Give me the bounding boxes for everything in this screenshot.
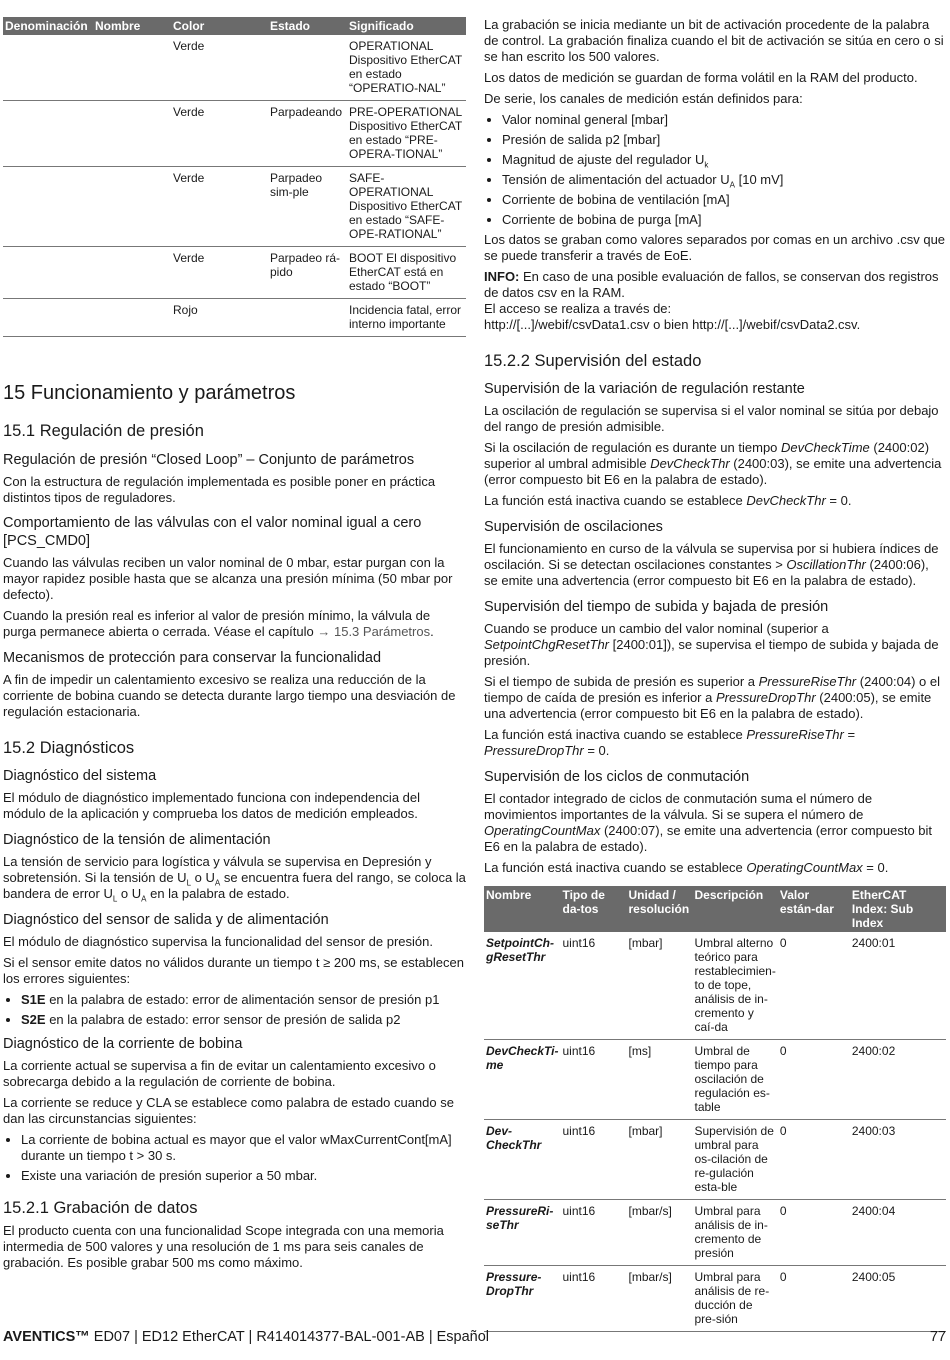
paragraph: Cuando la presión real es inferior al valor de presión mínimo, la válvula de purga permanece abierta o cerrada. Véase el capítulo → 15.3 Parámetros. xyxy=(3,608,434,639)
table-cell-def: 0 xyxy=(778,1120,850,1200)
paragraph: La grabación se inicia mediante un bit de activación procedente de la palabra de control. La grabación finaliza cuando el bit de activación se sitúa en cero o si se han escrito los 500 valores. xyxy=(484,17,944,64)
col-header: Tipo de da-tos xyxy=(560,886,626,932)
table-row xyxy=(3,101,466,167)
col-header: Significado xyxy=(347,17,466,35)
table-cell-unit: [ms] xyxy=(626,1040,692,1120)
paragraph: La corriente actual se supervisa a fin de evitar un calentamiento excesivo o sobrecarga debido a la regulación de corriente de bobina. xyxy=(3,1058,436,1089)
subheading-closed-loop: Regulación de presión “Closed Loop” – Conjunto de parámetros xyxy=(3,452,415,468)
paragraph: Los datos se graban como valores separados por comas en un archivo .csv que se puede transferir a través de EoE. xyxy=(484,232,946,263)
col-header: Nombre xyxy=(93,17,171,35)
col-header: Estado xyxy=(268,17,347,35)
subheading-zero-setpoint: Comportamiento de las válvulas con el valor nominal igual a cero [PCS_CMD0] xyxy=(3,515,422,549)
document-id: ED07 | ED12 EtherCAT | R414014377-BAL-001-AB | Español xyxy=(89,1329,490,1345)
list-item: • Existe una variación de presión superior a 50 mbar. xyxy=(21,1168,466,1184)
table-row xyxy=(484,932,946,1040)
table-cell-name: DevCheckTi-me xyxy=(484,1040,560,1120)
table-cell-color: Rojo xyxy=(171,299,268,337)
list-item: • Corriente de bobina de ventilación [mA] xyxy=(502,192,946,208)
table-cell-desc: Umbral alterno teórico para restablecimien-to de tope, análisis de in-cremento y caí-da xyxy=(692,932,777,1040)
page-number: 77 xyxy=(929,1329,946,1345)
section-heading-15-1: 15.1 Regulación de presión xyxy=(3,422,204,440)
table-cell-def: 0 xyxy=(778,1266,850,1332)
subheading-rise-time: Supervisión del tiempo de subida y bajada de presión xyxy=(484,599,829,615)
table-cell-desc: Supervisión de umbral para os-cilación de re-gulación esta-ble xyxy=(692,1120,777,1200)
table-cell-unit: [mbar] xyxy=(626,932,692,1040)
list-item: • Tensión de alimentación del actuador $U_A$ [10 mV] xyxy=(502,172,946,188)
table-cell-color: Verde xyxy=(171,101,268,167)
table-cell-state: Parpadeo rá-pido xyxy=(268,247,347,299)
paragraph: La función está inactiva cuando se establece PressureRiseThr = PressureDropThr = 0. xyxy=(484,727,856,758)
table-cell-name xyxy=(93,299,171,337)
table-cell-name: Pressure-DropThr xyxy=(484,1266,560,1332)
paragraph: La tensión de servicio para logística y válvula se supervisa en Depresión y sobretensión. Si la tensión de $U_L$ o $U_A$ se encuentra fuera del rango, se coloca la bandera de error $U_L$ o $U_A$ en la palabra de estado. xyxy=(3,854,466,904)
table-row xyxy=(484,1040,946,1120)
paragraph: La función está inactiva cuando se establece DevCheckThr = 0. xyxy=(484,493,852,508)
col-header: Descripción xyxy=(692,886,777,932)
table-row xyxy=(3,35,466,101)
table-cell-name xyxy=(93,247,171,299)
paragraph: A fin de impedir un calentamiento excesivo se realiza una reducción de la corriente de bobina cuando se detecta durante largo tiempo una desviación de regulación estacionaria. xyxy=(3,672,456,719)
paragraph: El módulo de diagnóstico implementado funciona con independencia del módulo de la aplicación y comprueba los datos de medición empleados. xyxy=(3,790,421,821)
paragraph: Con la estructura de regulación implementada es posible poner en práctica distintos tipos de reguladores. xyxy=(3,474,436,505)
chapter-link[interactable]: → 15.3 Parámetros xyxy=(317,624,431,639)
table-row xyxy=(484,1200,946,1266)
table-cell-state xyxy=(268,35,347,101)
paragraph: Si la oscilación de regulación es durante un tiempo DevCheckTime (2400:02) superior al umbral admisible DevCheckThr (2400:03), se emite una advertencia (error compuesto bit E6 en la palabra de estado). xyxy=(484,440,942,487)
table-cell-meaning: BOOT El dispositivo EtherCAT está en estado “BOOT” xyxy=(347,247,466,299)
table-cell-desc: Umbral de tiempo para oscilación de regulación es-table xyxy=(692,1040,777,1120)
table-cell-color: Verde xyxy=(171,167,268,247)
list-item: • Valor nominal general [mbar] xyxy=(502,112,946,128)
table-cell-def: 0 xyxy=(778,932,850,1040)
table-cell-unit: [mbar] xyxy=(626,1120,692,1200)
table-cell-def: 0 xyxy=(778,1200,850,1266)
left-column xyxy=(3,0,466,1271)
table-cell-den xyxy=(3,101,93,167)
col-header: Nombre xyxy=(484,886,560,932)
table-cell-desc: Umbral para análisis de re-ducción de pre-sión xyxy=(692,1266,777,1332)
subheading-cycles: Supervisión de los ciclos de conmutación xyxy=(484,769,750,785)
subheading-system-diag: Diagnóstico del sistema xyxy=(3,768,157,784)
right-column xyxy=(484,17,946,1332)
table-row xyxy=(484,1266,946,1332)
table-cell-type: uint16 xyxy=(560,1120,626,1200)
list-item: • S2E en la palabra de estado: error sensor de presión de salida p2 xyxy=(21,1012,466,1028)
paragraph: Los datos de medición se guardan de forma volátil en la RAM del producto. xyxy=(484,70,918,85)
table-cell-meaning: PRE-OPERATIONAL Dispositivo EtherCAT en estado “PRE-OPERA-TIONAL” xyxy=(347,101,466,167)
list-item: • La corriente de bobina actual es mayor que el valor wMaxCurrentCont[mA] durante un tiempo t > 30 s. xyxy=(21,1132,466,1164)
col-header: Valor están-dar xyxy=(778,886,850,932)
subheading-deviation: Supervisión de la variación de regulación restante xyxy=(484,381,805,397)
table-cell-color: Verde xyxy=(171,35,268,101)
table-cell-unit: [mbar/s] xyxy=(626,1200,692,1266)
table-cell-name xyxy=(93,167,171,247)
table-row xyxy=(3,299,466,337)
list-item: • Magnitud de ajuste del regulador $U_k$ xyxy=(502,152,946,168)
page-footer xyxy=(3,1328,946,1346)
table-cell-idx: 2400:01 xyxy=(850,932,946,1040)
table-cell-den xyxy=(3,299,93,337)
csv-urls: http://[...]/webif/csvData1.csv o bien http://[...]/webif/csvData2.csv. xyxy=(484,317,861,332)
paragraph: El producto cuenta con una funcionalidad Scope integrada con una memoria intermedia de 500 valores y una resolución de 1 ms para seis canales de grabación. Es posible grabar 500 ms como máximo. xyxy=(3,1223,444,1270)
table-row xyxy=(3,167,466,247)
sensor-error-list xyxy=(3,992,466,1028)
section-heading-15-2-1: 15.2.1 Grabación de datos xyxy=(3,1199,198,1217)
table-cell-state: Parpadeando xyxy=(268,101,347,167)
paragraph: El contador integrado de ciclos de conmutación suma el número de movimientos importantes de la válvula. Si se supera el número de OperatingCountMax (2400:07), se emite una advertencia (error compuesto bit E6 en la palabra de estado). xyxy=(484,791,933,854)
table-cell-name: PressureRi-seThr xyxy=(484,1200,560,1266)
table-cell-idx: 2400:04 xyxy=(850,1200,946,1266)
list-item: • Presión de salida p2 [mbar] xyxy=(502,132,946,148)
table-cell-color: Verde xyxy=(171,247,268,299)
table-cell-type: uint16 xyxy=(560,1200,626,1266)
paragraph: Si el tiempo de subida de presión es superior a PressureRiseThr (2400:04) o el tiempo de caída de presión es inferior a PressureDropThr (2400:05), se emite una advertencia (error compuesto bit E6 en la palabra de estado). xyxy=(484,674,940,721)
table-cell-idx: 2400:03 xyxy=(850,1120,946,1200)
col-header: EtherCAT Index: Sub Index xyxy=(850,886,946,932)
table-cell-name: Dev-CheckThr xyxy=(484,1120,560,1200)
list-item: • S1E en la palabra de estado: error de alimentación sensor de presión p1 xyxy=(21,992,466,1008)
section-heading-15-2: 15.2 Diagnósticos xyxy=(3,739,135,757)
parameter-table-header xyxy=(484,886,946,932)
table-cell-type: uint16 xyxy=(560,1266,626,1332)
table-row xyxy=(3,247,466,299)
channel-list xyxy=(484,112,946,228)
col-header: Denominación xyxy=(3,17,93,35)
list-item: • Corriente de bobina de purga [mA] xyxy=(502,212,946,228)
section-heading-15-2-2: 15.2.2 Supervisión del estado xyxy=(484,352,702,370)
brand-name: AVENTICS™ xyxy=(3,1329,90,1345)
table-cell-idx: 2400:02 xyxy=(850,1040,946,1120)
subheading-oscillation: Supervisión de oscilaciones xyxy=(484,519,663,535)
table-cell-den xyxy=(3,35,93,101)
paragraph: El funcionamiento en curso de la válvula se supervisa por si hubiera índices de oscilación. Si se detectan oscilaciones constantes > OscillationThr (2400:06), se emite una advertencia (error compuesto bit E6 en la palabra de estado). xyxy=(484,541,939,588)
table-cell-desc: Umbral para análisis de in-cremento de presión xyxy=(692,1200,777,1266)
subheading-coil-diag: Diagnóstico de la corriente de bobina xyxy=(3,1036,243,1052)
subheading-voltage-diag: Diagnóstico de la tensión de alimentación xyxy=(3,832,271,848)
subheading-sensor-diag: Diagnóstico del sensor de salida y de alimentación xyxy=(3,912,329,928)
table-row xyxy=(484,1120,946,1200)
section-heading-15: 15 Funcionamiento y parámetros xyxy=(3,382,296,404)
paragraph: La corriente se reduce y CLA se establece como palabra de estado cuando se dan las circunstancias siguientes: xyxy=(3,1095,454,1126)
paragraph: El acceso se realiza a través de: xyxy=(484,301,672,316)
table-cell-name xyxy=(93,35,171,101)
paragraph: De serie, los canales de medición están definidos para: xyxy=(484,91,803,106)
table-cell-unit: [mbar/s] xyxy=(626,1266,692,1332)
paragraph: Cuando las válvulas reciben un valor nominal de 0 mbar, estar purgan con la mayor rapidez posible hasta que se alcanza una presión mínima (50 mbar por defecto). xyxy=(3,555,453,602)
table-cell-type: uint16 xyxy=(560,932,626,1040)
table-cell-state xyxy=(268,299,347,337)
table-cell-type: uint16 xyxy=(560,1040,626,1120)
table-cell-meaning: Incidencia fatal, error interno importante xyxy=(347,299,466,337)
table-cell-state: Parpadeo sim-ple xyxy=(268,167,347,247)
table-cell-name: SetpointCh-gResetThr xyxy=(484,932,560,1040)
paragraph: La oscilación de regulación se supervisa si el valor nominal se sitúa por debajo del rango de presión admisible. xyxy=(484,403,939,434)
paragraph: Cuando se produce un cambio del valor nominal (superior a SetpointChgResetThr [2400:01]), se supervisa el tiempo de subida y bajada de presión. xyxy=(484,621,939,668)
paragraph: Si el sensor emite datos no válidos durante un tiempo t ≥ 200 ms, se establecen los errores siguientes: xyxy=(3,955,464,986)
table-cell-name xyxy=(93,101,171,167)
coil-condition-list xyxy=(3,1132,466,1184)
col-header: Unidad / resolución xyxy=(626,886,692,932)
col-header: Color xyxy=(171,17,268,35)
table-cell-meaning: OPERATIONAL Dispositivo EtherCAT en estado “OPERATIO-NAL” xyxy=(347,35,466,101)
paragraph: La función está inactiva cuando se establece OperatingCountMax = 0. xyxy=(484,860,889,875)
subheading-protection: Mecanismos de protección para conservar la funcionalidad xyxy=(3,650,382,666)
info-note: INFO: En caso de una posible evaluación de fallos, se conservan dos registros de datos csv en la RAM. xyxy=(484,269,939,300)
table-cell-idx: 2400:05 xyxy=(850,1266,946,1332)
led-table-header xyxy=(3,17,466,35)
table-cell-meaning: SAFE-OPERATIONAL Dispositivo EtherCAT en estado “SAFE-OPE-RATIONAL” xyxy=(347,167,466,247)
table-cell-def: 0 xyxy=(778,1040,850,1120)
paragraph: El módulo de diagnóstico supervisa la funcionalidad del sensor de presión. xyxy=(3,934,433,949)
led-table xyxy=(3,17,466,337)
parameter-table xyxy=(484,886,946,1332)
table-cell-den xyxy=(3,167,93,247)
table-cell-den xyxy=(3,247,93,299)
